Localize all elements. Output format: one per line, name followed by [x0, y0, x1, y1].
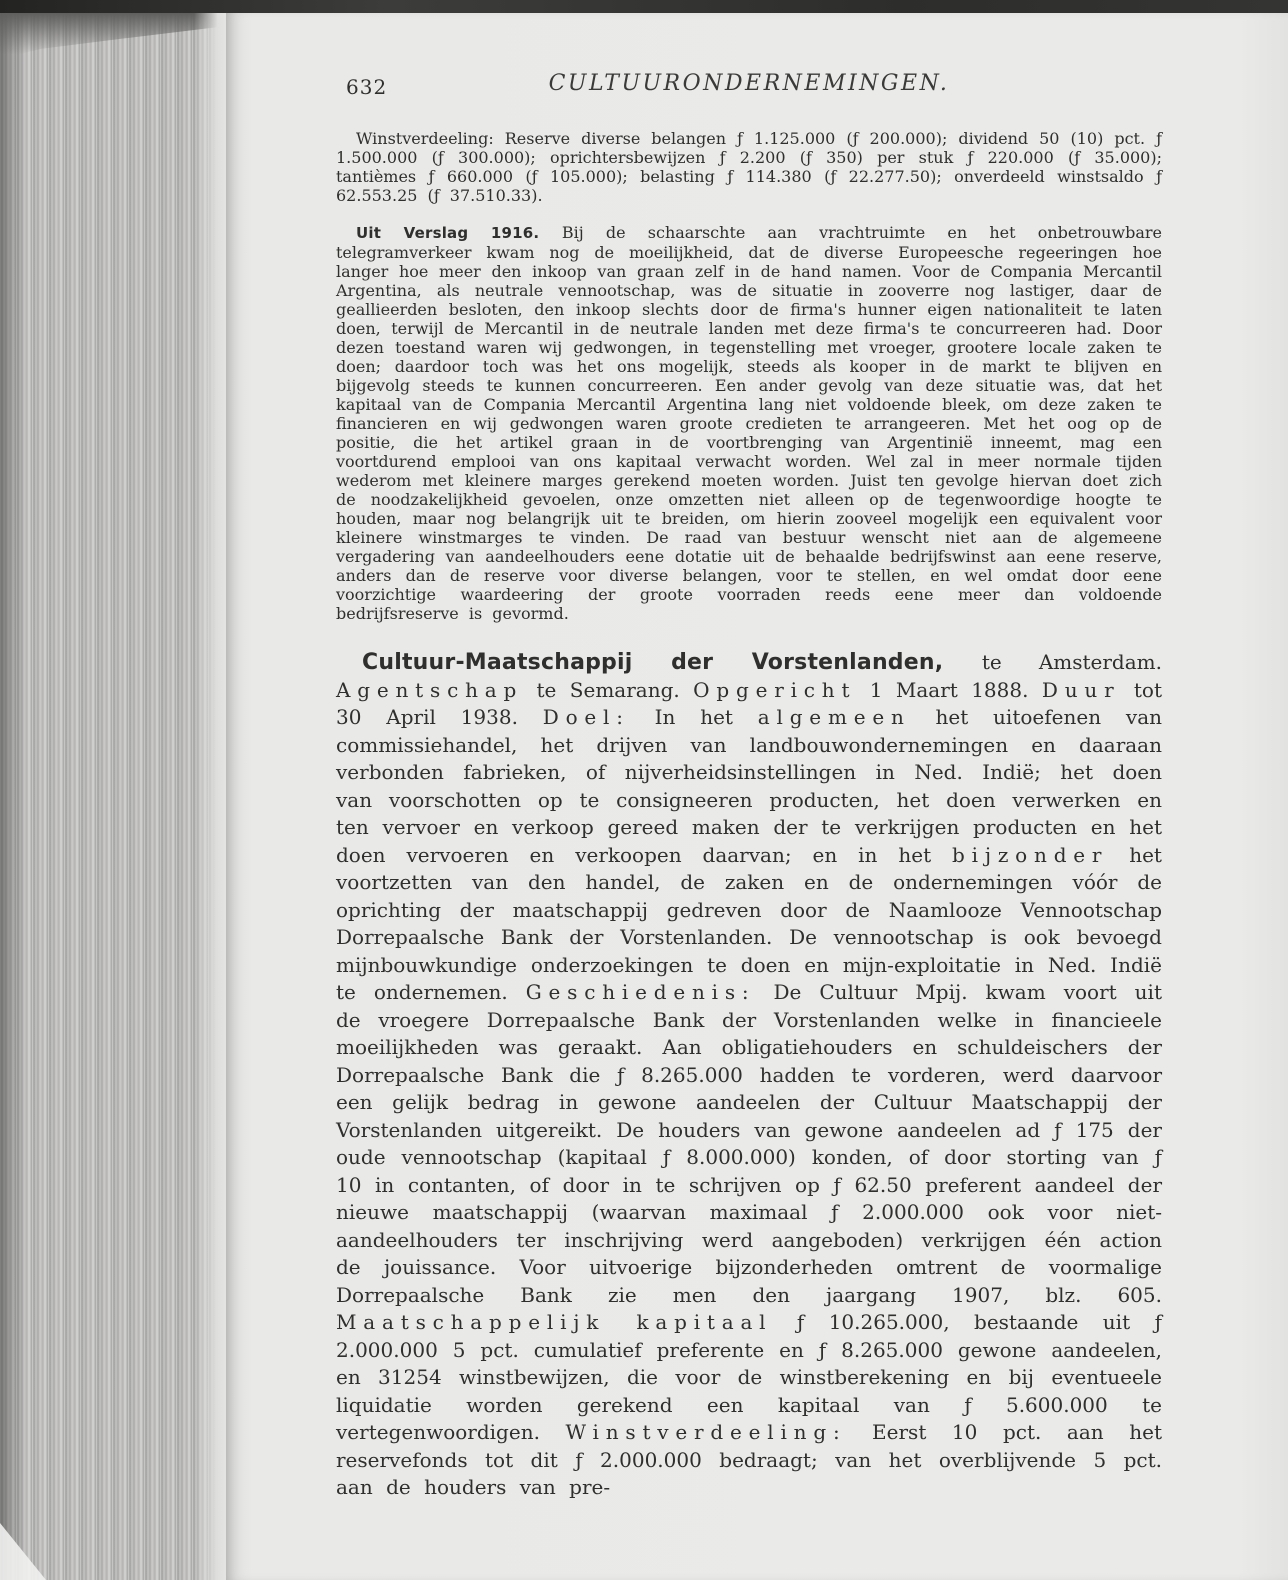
- text-run: het uitoefenen van commissiehandel, het drijven van landbouwondernemingen en daaraan verbonden fabrieken, of nijverheidsinstellingen in Ned. Indië; het doen van voorschotten op te consigneeren producten, het doen verwerken en ten vervoer en verkoop gereed maken der te verkrijgen producten en het doen vervoeren en verkoopen daarvan; en in het: [336, 705, 1162, 867]
- text-run: Winstverdeeling:: [565, 1420, 847, 1444]
- text-run: In het: [629, 705, 758, 729]
- text-run: te Amsterdam.: [981, 650, 1162, 674]
- running-title: CULTUURONDERNEMINGEN.: [548, 71, 950, 96]
- page: [226, 13, 1288, 1580]
- text-run: Agentschap: [336, 677, 524, 702]
- book-page-edges-texture: [0, 13, 228, 1580]
- text-run: De Cultuur Mpij. kwam voort uit de vroegere Dorrepaalsche Bank der Vorstenlanden welke in financieele moeilijkheden was geraakt. Aan obligatiehouders en schuldeischers der Dorrepaalsche Bank die ƒ 8.265.000 hadden te vorderen, werd daarvoor een gelijk bedrag in gewone aandeelen der Cultuur Maatschappij der Vorstenlanden uitgereikt. De houders van gewone aandeelen ad ƒ 175 der oude vennootschap (kapitaal ƒ 8.000.000) konden, of door storting van ƒ 10 in contanten, of door in te schrijven op ƒ 62.50 preferent aandeel der nieuwe maatschappij (waarvan maximaal ƒ 2.000.000 ook voor niet-aandeelhouders ter inschrijving werd aangeboden) verkrijgen één action de jouissance. Voor uitvoerige bijzonderheden omtrent de voormalige Dorrepaalsche Bank zie men den jaargang 1907, blz. 605.: [336, 980, 1162, 1307]
- text-run: bijzonder: [952, 842, 1109, 867]
- text-run: Doel:: [542, 705, 630, 729]
- text-run: algemeen: [757, 705, 911, 729]
- text-run: Opgericht: [693, 677, 857, 702]
- text-run: 1 Maart 1888.: [856, 677, 1042, 702]
- running-head: [336, 71, 1162, 105]
- text-run: te Semarang.: [523, 677, 694, 702]
- text-run: Eerst 10 pct. aan het reservefonds tot dit ƒ 2.000.000 bedraagt; van het overblijvende 5 pct. aan de houders van pre-: [336, 1420, 1162, 1499]
- cultuur-maatschappij-vorstenlanden-entry: [336, 649, 1162, 1502]
- text-run: Duur: [1041, 677, 1121, 702]
- text-run: Maatschappelijk kapitaal: [336, 1310, 773, 1334]
- book-cover-top-edge: [0, 0, 1288, 13]
- uit-verslag-1916-paragraph: [336, 223, 1162, 623]
- text-run: Uit Verslag 1916.: [356, 224, 562, 242]
- page-content: [336, 71, 1162, 1516]
- paragraphs: [336, 129, 1162, 1502]
- text-run: Cultuur-Maatschappij der Vorstenlanden,: [362, 650, 982, 675]
- text-run: Geschiedenis:: [525, 980, 756, 1004]
- text-run: tot 30 April 1938.: [336, 677, 1162, 729]
- page-number: 632: [346, 75, 388, 99]
- text-run: Winstverdeeling: Reserve diverse belangen ƒ 1.125.000 (ƒ 200.000); dividend 50 (10) pct. ƒ 1.500.000 (ƒ 300.000); oprichtersbewijzen ƒ 2.200 (ƒ 350) per stuk ƒ 220.000 (ƒ 35.000); tantièmes ƒ 660.000 (ƒ 105.000); belasting ƒ 114.380 (ƒ 22.277.50); onverdeeld winstsaldo ƒ 62.553.25 (ƒ 37.510.33).: [336, 129, 1162, 205]
- text-run: ƒ 10.265.000, bestaande uit ƒ 2.000.000 5 pct. cumulatief preferente en ƒ 8.265.000 gewone aandeelen, en 31254 winstbewijzen, die voor de winstberekening en bij eventueele liquidatie worden gerekend een kapitaal van ƒ 5.600.000 te vertegenwoordigen.: [336, 1310, 1162, 1444]
- winstverdeeling-1915-paragraph: [336, 129, 1162, 205]
- text-run: Bij de schaarschte aan vrachtruimte en het onbetrouwbare telegramverkeer kwam nog de moeilijkheid, dat de diverse Europeesche regeeringen hoe langer hoe meer den inkoop van graan zelf in de hand namen. Voor de Compania Mercantil Argentina, als neutrale vennootschap, was de situatie in zooverre nog lastiger, daar de geallieerden besloten, den inkoop slechts door de firma's hunner eigen nationaliteit te laten doen, terwijl de Mercantil in de neutrale landen met deze firma's te concurreeren had. Door dezen toestand waren wij gedwongen, in tegenstelling met vroeger, grootere locale zaken te doen; daardoor toch was het ons mogelijk, steeds als kooper in de markt te blijven en bijgevolg steeds te kunnen concurreeren. Een ander gevolg van deze situatie was, dat het kapitaal van de Compania Mercantil Argentina lang niet voldoende bleek, om deze zaken te financieren en wij gedwongen waren groote credieten te arrangeeren. Met het oog op de positie, die het artikel graan in de voortbrenging van Argentinië inneemt, mag een voortdurend emplooi van ons kapitaal verwacht worden. Wel zal in meer normale tijden wederom met kleinere marges gerekend moeten worden. Juist ten gevolge hiervan doet zich de noodzakelijkheid gevoelen, onze omzetten niet alleen op de tegenwoordige hoogte te houden, maar nog belangrijk uit te breiden, om hierin zooveel mogelijk een equivalent voor kleinere winstmarges te vinden. De raad van bestuur wenscht niet aan de algemeene vergadering van aandeelhouders eene dotatie uit de behaalde bedrijfswinst aan eene reserve, anders dan de reserve voor diverse belangen, voor te stellen, en wel omdat door eene voorzichtige waardeering der groote voorraden reeds eene meer dan voldoende bedrijfsreserve is gevormd.: [336, 223, 1162, 623]
- text-run: het voortzetten van den handel, de zaken en de ondernemingen vóór de oprichting der maatschappij gedreven door de Naamlooze Vennootschap Dorrepaalsche Bank der Vorstenlanden. De vennootschap is ook bevoegd mijnbouwkundige onderzoekingen te doen en mijn-exploitatie in Ned. Indië te ondernemen.: [336, 842, 1162, 1004]
